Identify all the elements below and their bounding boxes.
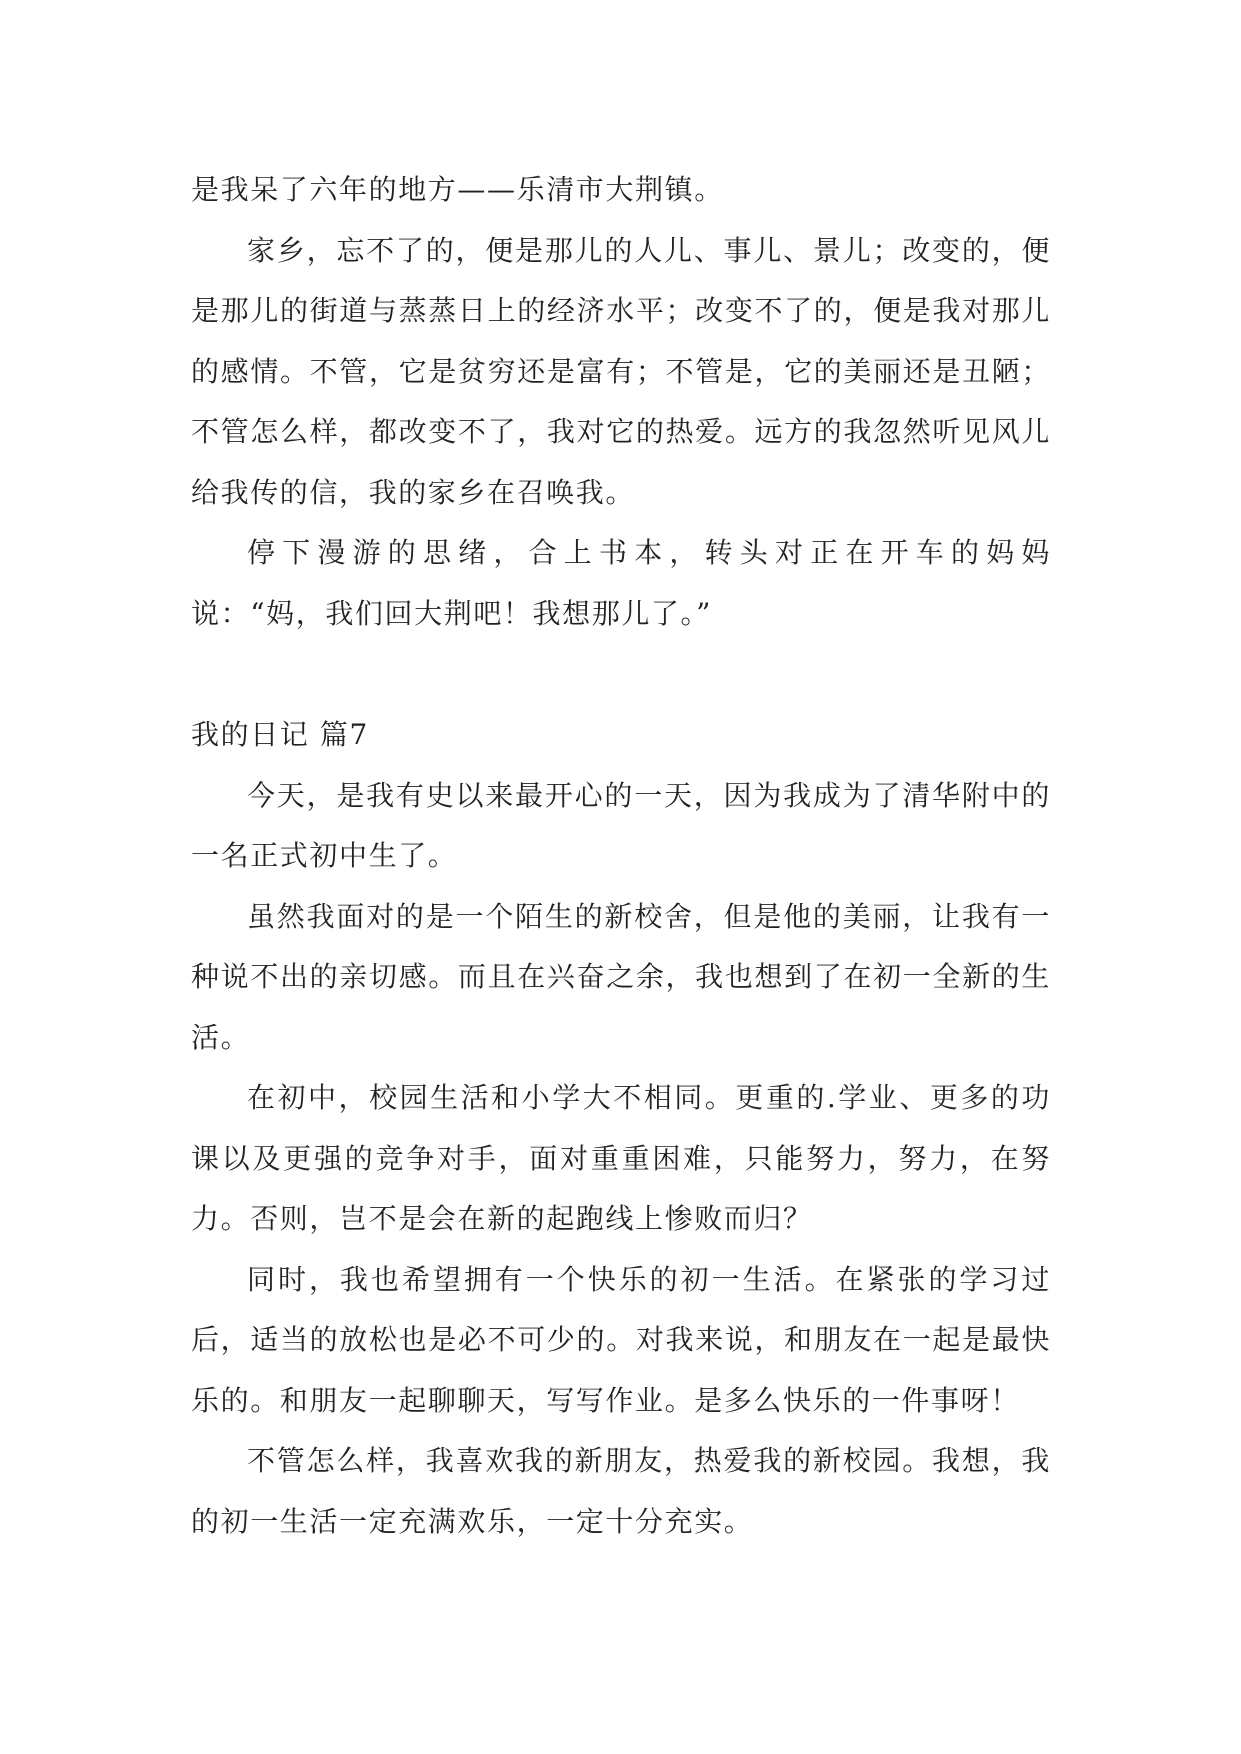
section-heading: 我的日记 篇7 xyxy=(191,718,369,751)
paragraph-junior-high: 在初中，校园生活和小学大不相同。更重的.学业、更多的功课以及更强的竞争对手，面对重重困难，只能努力，努力，在努力。否则，岂不是会在新的起跑线上惨败而归？ xyxy=(191,1081,1051,1235)
document-body xyxy=(191,160,1051,1552)
paragraph-meanwhile: 同时，我也希望拥有一个快乐的初一生活。在紧张的学习过后，适当的放松也是必不可少的。对我来说，和朋友在一起是最快乐的。和朋友一起聊聊天，写写作业。是多么快乐的一件事呀！ xyxy=(191,1262,1051,1417)
paragraph-today: 今天，是我有史以来最开心的一天，因为我成为了清华附中的一名正式初中生了。 xyxy=(191,778,1051,872)
paragraph-stop-thoughts: 停下漫游的思绪，合上书本，转头对正在开车的妈妈说：“妈，我们回大荆吧！我想那儿了。” xyxy=(191,536,1051,630)
paragraph-anyway: 不管怎么样，我喜欢我的新朋友，热爱我的新校园。我想，我的初一生活一定充满欢乐，一定十分充实。 xyxy=(191,1444,1051,1538)
paragraph-although: 虽然我面对的是一个陌生的新校舍，但是他的美丽，让我有一种说不出的亲切感。而且在兴奋之余，我也想到了在初一全新的生活。 xyxy=(191,899,1051,1054)
paragraph-hometown: 家乡，忘不了的，便是那儿的人儿、事儿、景儿；改变的，便是那儿的街道与蒸蒸日上的经济水平；改变不了的，便是我对那儿的感情。不管，它是贫穷还是富有；不管是，它的美丽还是丑陋；不管怎么样，都改变不了，我对它的热爱。远方的我忽然听见风儿给我传的信，我的家乡在召唤我。 xyxy=(191,233,1051,509)
continuation-line: 是我呆了六年的地方——乐清市大荆镇。 xyxy=(191,173,724,206)
